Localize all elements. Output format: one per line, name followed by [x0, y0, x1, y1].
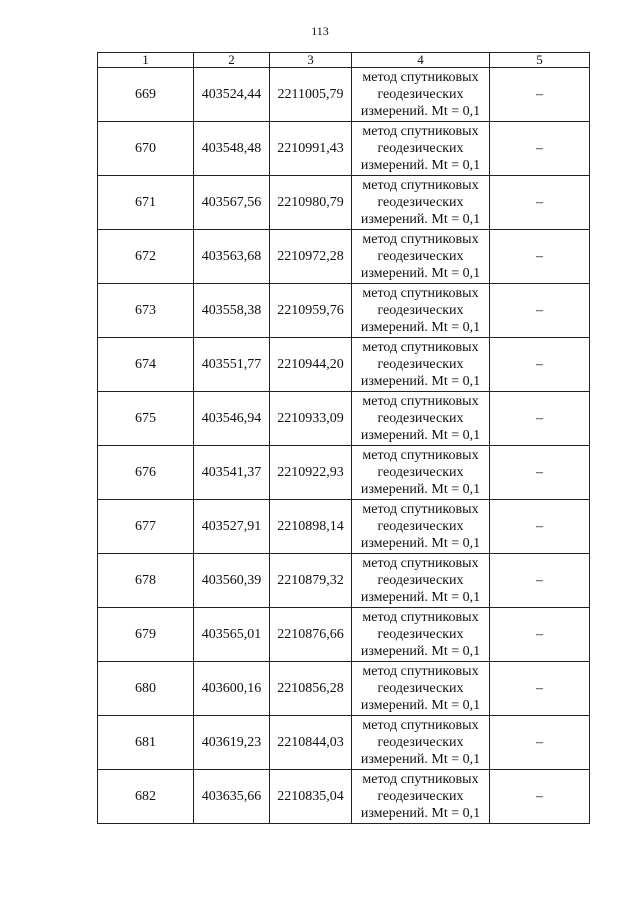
- y-coordinate-cell: 2210980,79: [270, 176, 352, 230]
- method-line: измерений. Mt = 0,1: [360, 806, 481, 821]
- method-line: измерений. Mt = 0,1: [360, 482, 481, 497]
- method-line: измерений. Mt = 0,1: [360, 104, 481, 119]
- table-row: [98, 122, 590, 176]
- note-cell: –: [490, 338, 590, 392]
- y-coordinate-cell: 2210991,43: [270, 122, 352, 176]
- y-coordinate-cell: 2210879,32: [270, 554, 352, 608]
- method-line: геодезических: [377, 735, 464, 750]
- method-line: метод спутниковых: [362, 232, 479, 247]
- x-coordinate-cell: 403558,38: [194, 284, 270, 338]
- method-line: измерений. Mt = 0,1: [360, 752, 481, 767]
- note-cell: –: [490, 122, 590, 176]
- y-coordinate-cell: 2210835,04: [270, 770, 352, 824]
- point-number-cell: 673: [98, 284, 194, 338]
- method-line: метод спутниковых: [362, 718, 479, 733]
- method-line: метод спутниковых: [362, 286, 479, 301]
- header-col-3: 3: [270, 53, 352, 68]
- x-coordinate-cell: 403548,48: [194, 122, 270, 176]
- method-line: измерений. Mt = 0,1: [360, 590, 481, 605]
- point-number-cell: 676: [98, 446, 194, 500]
- header-col-2: 2: [194, 53, 270, 68]
- method-line: метод спутниковых: [362, 340, 479, 355]
- method-line: метод спутниковых: [362, 610, 479, 625]
- header-col-1: 1: [98, 53, 194, 68]
- table-row: [98, 500, 590, 554]
- method-line: геодезических: [377, 681, 464, 696]
- table-row: [98, 284, 590, 338]
- method-line: измерений. Mt = 0,1: [360, 698, 481, 713]
- method-line: метод спутниковых: [362, 448, 479, 463]
- point-number-cell: 679: [98, 608, 194, 662]
- point-number-cell: 675: [98, 392, 194, 446]
- point-number-cell: 672: [98, 230, 194, 284]
- x-coordinate-cell: 403635,66: [194, 770, 270, 824]
- method-cell: [352, 176, 490, 230]
- x-coordinate-cell: 403565,01: [194, 608, 270, 662]
- method-cell: [352, 68, 490, 122]
- table-row: [98, 608, 590, 662]
- x-coordinate-cell: 403541,37: [194, 446, 270, 500]
- y-coordinate-cell: 2211005,79: [270, 68, 352, 122]
- method-line: измерений. Mt = 0,1: [360, 428, 481, 443]
- method-cell: [352, 446, 490, 500]
- method-line: геодезических: [377, 249, 464, 264]
- y-coordinate-cell: 2210922,93: [270, 446, 352, 500]
- method-line: метод спутниковых: [362, 664, 479, 679]
- point-number-cell: 680: [98, 662, 194, 716]
- point-number-cell: 670: [98, 122, 194, 176]
- method-line: геодезических: [377, 195, 464, 210]
- method-cell: [352, 716, 490, 770]
- method-line: геодезических: [377, 519, 464, 534]
- method-cell: [352, 122, 490, 176]
- coordinates-table: [97, 52, 590, 824]
- method-cell: [352, 338, 490, 392]
- note-cell: –: [490, 230, 590, 284]
- table-body: [98, 68, 590, 824]
- x-coordinate-cell: 403563,68: [194, 230, 270, 284]
- table-row: [98, 716, 590, 770]
- note-cell: –: [490, 662, 590, 716]
- y-coordinate-cell: 2210876,66: [270, 608, 352, 662]
- note-cell: –: [490, 716, 590, 770]
- method-cell: [352, 284, 490, 338]
- point-number-cell: 677: [98, 500, 194, 554]
- x-coordinate-cell: 403546,94: [194, 392, 270, 446]
- method-line: метод спутниковых: [362, 502, 479, 517]
- table-header-row: [98, 53, 590, 68]
- note-cell: –: [490, 500, 590, 554]
- y-coordinate-cell: 2210898,14: [270, 500, 352, 554]
- point-number-cell: 678: [98, 554, 194, 608]
- y-coordinate-cell: 2210972,28: [270, 230, 352, 284]
- method-line: геодезических: [377, 465, 464, 480]
- point-number-cell: 681: [98, 716, 194, 770]
- point-number-cell: 674: [98, 338, 194, 392]
- header-col-4: 4: [352, 53, 490, 68]
- method-cell: [352, 608, 490, 662]
- method-cell: [352, 770, 490, 824]
- method-line: метод спутниковых: [362, 70, 479, 85]
- method-line: измерений. Mt = 0,1: [360, 536, 481, 551]
- y-coordinate-cell: 2210959,76: [270, 284, 352, 338]
- method-line: измерений. Mt = 0,1: [360, 158, 481, 173]
- x-coordinate-cell: 403600,16: [194, 662, 270, 716]
- method-line: геодезических: [377, 87, 464, 102]
- table-row: [98, 446, 590, 500]
- method-line: геодезических: [377, 303, 464, 318]
- method-line: геодезических: [377, 357, 464, 372]
- method-line: геодезических: [377, 789, 464, 804]
- method-line: метод спутниковых: [362, 178, 479, 193]
- method-line: измерений. Mt = 0,1: [360, 644, 481, 659]
- x-coordinate-cell: 403567,56: [194, 176, 270, 230]
- method-line: измерений. Mt = 0,1: [360, 266, 481, 281]
- method-line: метод спутниковых: [362, 556, 479, 571]
- header-col-5: 5: [490, 53, 590, 68]
- x-coordinate-cell: 403527,91: [194, 500, 270, 554]
- note-cell: –: [490, 284, 590, 338]
- table-row: [98, 176, 590, 230]
- point-number-cell: 671: [98, 176, 194, 230]
- note-cell: –: [490, 392, 590, 446]
- page-number: 113: [311, 24, 329, 38]
- y-coordinate-cell: 2210856,28: [270, 662, 352, 716]
- table-row: [98, 770, 590, 824]
- table-row: [98, 554, 590, 608]
- y-coordinate-cell: 2210933,09: [270, 392, 352, 446]
- method-cell: [352, 392, 490, 446]
- note-cell: –: [490, 446, 590, 500]
- x-coordinate-cell: 403619,23: [194, 716, 270, 770]
- table-row: [98, 392, 590, 446]
- note-cell: –: [490, 608, 590, 662]
- point-number-cell: 682: [98, 770, 194, 824]
- table-row: [98, 338, 590, 392]
- note-cell: –: [490, 68, 590, 122]
- method-line: геодезических: [377, 141, 464, 156]
- method-line: метод спутниковых: [362, 124, 479, 139]
- y-coordinate-cell: 2210844,03: [270, 716, 352, 770]
- method-line: геодезических: [377, 627, 464, 642]
- method-cell: [352, 500, 490, 554]
- method-line: измерений. Mt = 0,1: [360, 374, 481, 389]
- method-line: измерений. Mt = 0,1: [360, 212, 481, 227]
- method-cell: [352, 230, 490, 284]
- x-coordinate-cell: 403551,77: [194, 338, 270, 392]
- method-line: геодезических: [377, 573, 464, 588]
- method-line: метод спутниковых: [362, 772, 479, 787]
- x-coordinate-cell: 403560,39: [194, 554, 270, 608]
- note-cell: –: [490, 770, 590, 824]
- method-line: геодезических: [377, 411, 464, 426]
- y-coordinate-cell: 2210944,20: [270, 338, 352, 392]
- table-row: [98, 68, 590, 122]
- table-row: [98, 662, 590, 716]
- method-cell: [352, 554, 490, 608]
- method-line: метод спутниковых: [362, 394, 479, 409]
- point-number-cell: 669: [98, 68, 194, 122]
- note-cell: –: [490, 176, 590, 230]
- method-line: измерений. Mt = 0,1: [360, 320, 481, 335]
- table-row: [98, 230, 590, 284]
- x-coordinate-cell: 403524,44: [194, 68, 270, 122]
- method-cell: [352, 662, 490, 716]
- note-cell: –: [490, 554, 590, 608]
